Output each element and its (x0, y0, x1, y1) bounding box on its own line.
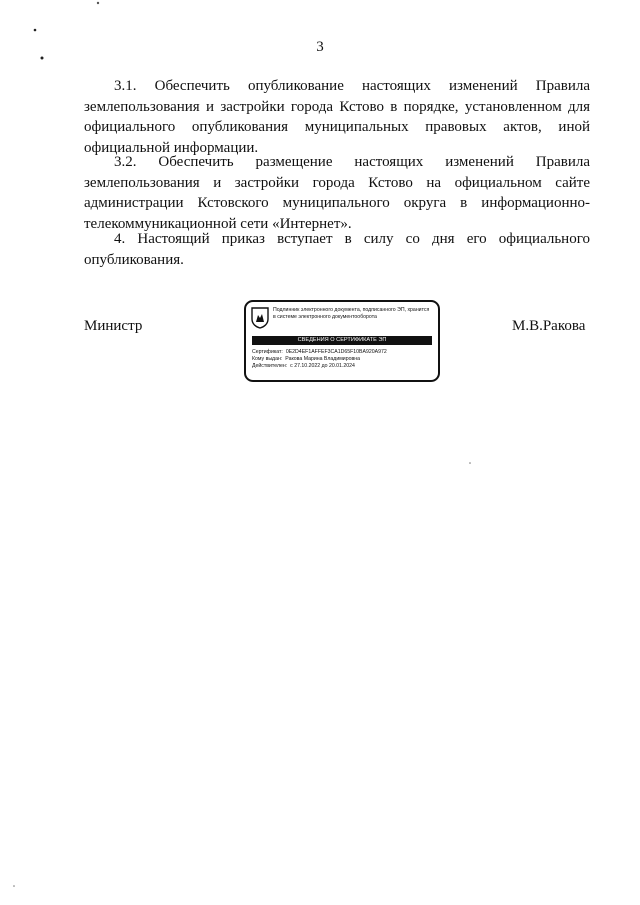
issued-to-label: Кому выдан: (252, 356, 283, 362)
valid-value: с 27.10.2022 до 20.01.2024 (290, 363, 355, 369)
paragraph-3-2: 3.2. Обеспечить размещение настоящих изменений Правила землепользования и застройки города Кстово на официальном сайте администрации Кстовского муниципального округа в информационно-телекоммуникационной сети «Интернет». (84, 154, 590, 232)
issued-to-value: Ракова Марина Владимировна (285, 356, 360, 362)
signatory-name: М.В.Ракова (512, 318, 586, 334)
coat-of-arms-icon (251, 307, 269, 329)
stamp-note: Подлинник электронного документа, подписанного ЭП, хранится в системе электронного документооборота (273, 307, 430, 320)
certificate-label: Сертификат: (252, 349, 283, 355)
issued-to-row (252, 356, 390, 363)
signatory-position: Министр (84, 318, 143, 334)
valid-row (252, 363, 390, 370)
certificate-value: 0E2D4EF1AFFEF3CA1D65F10BA920A972 (285, 349, 387, 355)
paragraph-3-1: 3.1. Обеспечить опубликование настоящих изменений Правила землепользования и застройки города Кстово в порядке, установленном для официального опубликования муниципальных правовых актов, иной официальной информации. (84, 78, 590, 156)
page-number: 3 (316, 39, 324, 55)
certificate-row (252, 349, 390, 356)
valid-label: Действителен: (252, 363, 288, 369)
e-signature-stamp (244, 300, 440, 382)
paragraph-4: 4. Настоящий приказ вступает в силу со дня его официального опубликования. (84, 231, 590, 268)
stamp-details (252, 349, 390, 370)
stamp-header: СВЕДЕНИЯ О СЕРТИФИКАТЕ ЭП (252, 336, 432, 345)
